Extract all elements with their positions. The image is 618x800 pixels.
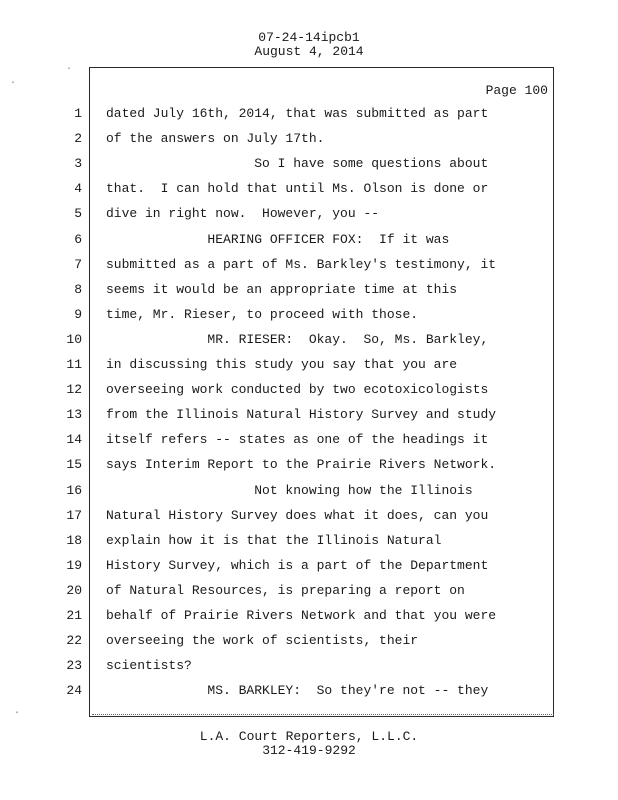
- transcript-line: MS. BARKLEY: So they're not -- they: [106, 683, 489, 698]
- transcript-line: Natural History Survey does what it does, can you: [106, 508, 489, 523]
- frame-edge-noise: [92, 714, 554, 719]
- line-number: 16: [66, 483, 82, 498]
- line-number: 11: [66, 357, 82, 372]
- line-number: 15: [66, 457, 82, 472]
- transcript-line: So I have some questions about: [106, 156, 489, 171]
- transcript-line: overseeing the work of scientists, their: [106, 633, 419, 648]
- scan-speck: ·: [10, 78, 17, 89]
- line-number: 10: [66, 332, 82, 347]
- page-number: Page 100: [485, 83, 548, 98]
- line-number: 2: [74, 131, 82, 146]
- transcript-line: overseeing work conducted by two ecotoxicologists: [106, 382, 489, 397]
- transcript-line: dive in right now. However, you --: [106, 206, 380, 221]
- transcript-line: scientists?: [106, 658, 192, 673]
- scan-speck: ·: [66, 64, 73, 75]
- court-reporter-phone: 312-419-9292: [262, 743, 356, 758]
- transcript-line: that. I can hold that until Ms. Olson is done or: [106, 181, 489, 196]
- transcript-line: MR. RIESER: Okay. So, Ms. Barkley,: [106, 332, 489, 347]
- court-reporter-name: L.A. Court Reporters, L.L.C.: [199, 729, 419, 744]
- transcript-line: of Natural Resources, is preparing a report on: [106, 583, 465, 598]
- transcript-line: time, Mr. Rieser, to proceed with those.: [106, 307, 419, 322]
- hearing-date: August 4, 2014: [254, 44, 364, 59]
- line-number: 7: [74, 257, 82, 272]
- transcript-line: Not knowing how the Illinois: [106, 483, 473, 498]
- transcript-line: in discussing this study you say that you are: [106, 357, 458, 372]
- transcript-line: from the Illinois Natural History Survey and study: [106, 407, 497, 422]
- line-number: 3: [74, 156, 82, 171]
- line-number: 17: [66, 508, 82, 523]
- transcript-line: behalf of Prairie Rivers Network and that you were: [106, 608, 497, 623]
- line-number: 22: [66, 633, 82, 648]
- line-number: 20: [66, 583, 82, 598]
- line-number: 19: [66, 558, 82, 573]
- line-number: 18: [66, 533, 82, 548]
- line-number: 1: [74, 106, 82, 121]
- line-number: 8: [74, 282, 82, 297]
- transcript-line: HEARING OFFICER FOX: If it was: [106, 232, 450, 247]
- transcript-line: itself refers -- states as one of the headings it: [106, 432, 489, 447]
- line-number: 6: [74, 232, 82, 247]
- transcript-line: History Survey, which is a part of the Department: [106, 558, 489, 573]
- line-number: 23: [66, 658, 82, 673]
- case-id: 07-24-14ipcb1: [258, 30, 360, 45]
- transcript-line: explain how it is that the Illinois Natural: [106, 533, 442, 548]
- line-number: 4: [74, 181, 82, 196]
- line-number: 14: [66, 432, 82, 447]
- line-number: 24: [66, 683, 82, 698]
- line-number: 21: [66, 608, 82, 623]
- line-number: 12: [66, 382, 82, 397]
- transcript-line: seems it would be an appropriate time at this: [106, 282, 458, 297]
- line-number: 9: [74, 307, 82, 322]
- transcript-line: says Interim Report to the Prairie Rivers Network.: [106, 457, 497, 472]
- scan-speck: ·: [14, 708, 21, 719]
- line-number: 5: [74, 206, 82, 221]
- transcript-line: of the answers on July 17th.: [106, 131, 325, 146]
- transcript-line: submitted as a part of Ms. Barkley's testimony, it: [106, 257, 497, 272]
- transcript-line: dated July 16th, 2014, that was submitted as part: [106, 106, 489, 121]
- line-number: 13: [66, 407, 82, 422]
